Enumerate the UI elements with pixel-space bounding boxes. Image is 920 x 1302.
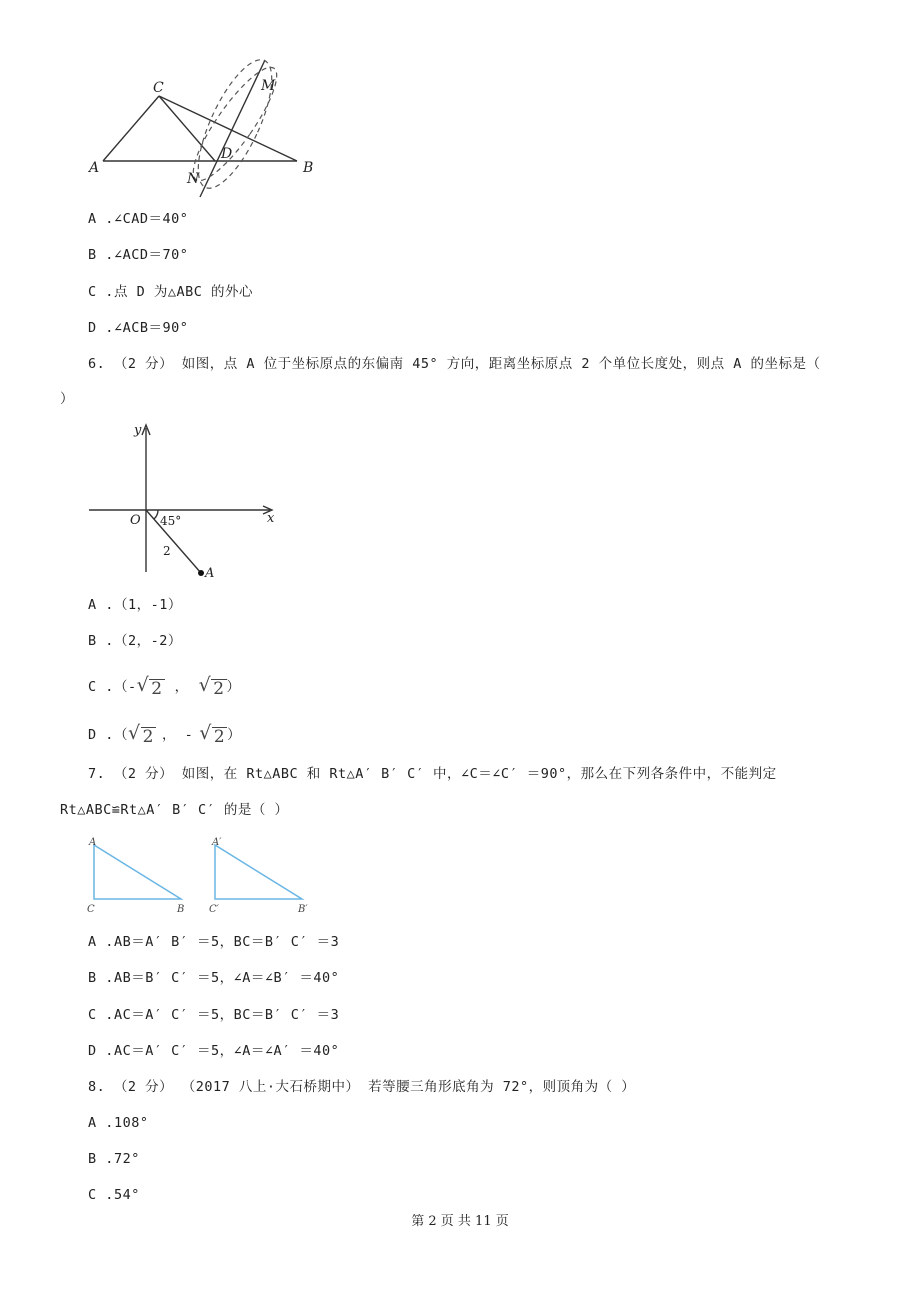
sqrt-symbol: √ 2	[128, 722, 154, 747]
q7-question: 7. （2 分） 如图，在 Rt△ABC 和 Rt△A′ B′ C′ 中，∠C＝∠C′ ＝90°，那么在下列各条件中，不能判定	[88, 766, 777, 782]
q5-option-a: A .∠CAD＝40°	[88, 211, 189, 227]
point-A-label: A	[205, 566, 215, 581]
label-B: B	[303, 160, 314, 176]
figure-triangle-bisector	[85, 52, 325, 202]
tri2-label-A: A′	[212, 837, 222, 848]
q6-question: 6. （2 分） 如图，点 A 位于坐标原点的东偏南 45° 方向，距离坐标原点 2 个单位长度处，则点 A 的坐标是（	[88, 356, 821, 372]
origin-label: O	[130, 513, 141, 528]
page-footer: 第 2 页 共 11 页	[411, 1214, 509, 1229]
q6-option-b: B .（2，-2）	[88, 633, 182, 649]
q5-option-d: D .∠ACB＝90°	[88, 320, 189, 336]
tri1-label-C: C	[87, 904, 95, 915]
sqrt-symbol: √ 2	[136, 674, 163, 699]
q5-option-c: C .点 D 为△ABC 的外心	[88, 284, 254, 300]
tri1-label-B: B	[177, 904, 185, 915]
q6-option-c: C . （- √ 2 ， √ 2 ）	[88, 674, 241, 699]
axis-y-label: y	[134, 423, 142, 438]
sqrt-symbol: √ 2	[199, 722, 226, 747]
q8-option-c: C .54°	[88, 1187, 140, 1203]
label-A: A	[89, 160, 100, 176]
q6-question-cont: ）	[60, 391, 74, 407]
label-C: C	[153, 80, 164, 96]
q5-option-b: B .∠ACD＝70°	[88, 247, 189, 263]
q7-option-a: A .AB＝A′ B′ ＝5，BC＝B′ C′ ＝3	[88, 934, 340, 950]
tri1-label-A: A	[89, 837, 97, 848]
tri2-label-B: B′	[298, 904, 308, 915]
q7-option-d: D .AC＝A′ C′ ＝5，∠A＝∠A′ ＝40°	[88, 1043, 340, 1059]
length-label: 2	[163, 544, 171, 558]
q6-option-a: A .（1，-1）	[88, 597, 182, 613]
sqrt-symbol: √ 2	[198, 674, 225, 699]
axis-x-label: x	[267, 511, 275, 526]
figure-right-triangles	[85, 835, 325, 920]
q8-question: 8. （2 分） （2017 八上·大石桥期中） 若等腰三角形底角为 72°，则顶角为（ ）	[88, 1079, 636, 1095]
figure-coordinate	[85, 420, 285, 585]
label-D: D	[221, 146, 233, 162]
label-N: N	[187, 171, 200, 187]
q7-option-b: B .AB＝B′ C′ ＝5，∠A＝∠B′ ＝40°	[88, 970, 340, 986]
q6-option-d: D . （ √ 2 ， - √ 2 ）	[88, 722, 242, 747]
q8-option-b: B .72°	[88, 1151, 140, 1167]
q8-option-a: A .108°	[88, 1115, 149, 1131]
angle-label: 45°	[160, 514, 182, 528]
q7-option-c: C .AC＝A′ C′ ＝5，BC＝B′ C′ ＝3	[88, 1007, 340, 1023]
q7-question-cont: Rt△ABC≌Rt△A′ B′ C′ 的是（ ）	[60, 802, 289, 818]
tri2-label-C: C′	[209, 904, 219, 915]
label-M: M	[261, 78, 276, 94]
